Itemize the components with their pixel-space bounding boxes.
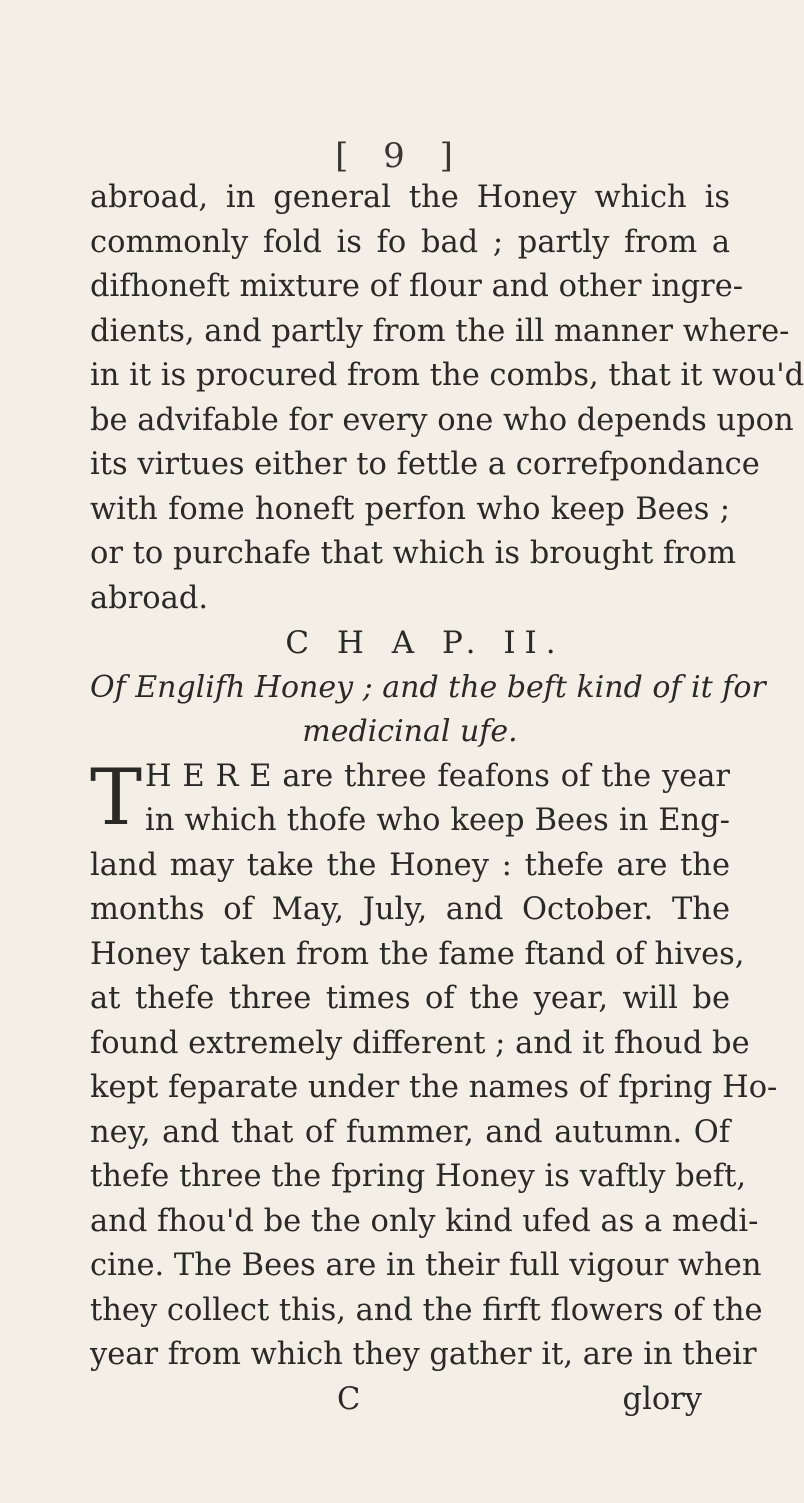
text-line: dients, and partly from the ill manner where- (90, 313, 790, 349)
text-line: months of May, July, and October. The (90, 892, 730, 927)
text-line: and fhou'd be the only kind ufed as a medi- (90, 1203, 759, 1239)
text-line: at thefe three times of the year, will be (90, 981, 730, 1016)
paragraph-2 (90, 752, 778, 1378)
drop-cap: T (90, 752, 143, 843)
page-footer (90, 1378, 730, 1423)
text-line: found extremely different ; and it fhoud be (90, 1025, 750, 1061)
chapter-subtitle: medicinal ufe. (302, 714, 518, 749)
page-number-header: [ 9 ] (335, 136, 465, 176)
text-line: H E R E are three feafons of the year (145, 758, 730, 794)
text-line: its virtues either to fettle a correfpondance (90, 447, 760, 482)
text-line: in it is procured from the combs, that it wou'd (90, 358, 804, 393)
text-line: ney, and that of fummer, and autumn. Of (90, 1114, 730, 1150)
text-line: with fome honeft perfon who keep Bees ; (90, 491, 730, 527)
text-line: be advifable for every one who depends upon (90, 402, 794, 438)
text-block (90, 176, 804, 1422)
signature-mark: C (337, 1381, 361, 1417)
catchword: glory (622, 1381, 702, 1417)
chapter-subtitle: Of Englifh Honey ; and the beft kind of it for (90, 669, 766, 705)
text-line: kept feparate under the names of fpring Ho- (90, 1070, 778, 1105)
text-line: in which thofe who keep Bees in Eng- (145, 803, 730, 838)
text-line: land may take the Honey : thefe are the (90, 847, 730, 883)
text-line: they collect this, and the firft flowers of the (90, 1292, 763, 1328)
text-line: Honey taken from the fame ftand of hives, (90, 936, 745, 972)
text-line: commonly fold is fo bad ; partly from a (90, 224, 730, 260)
text-line: abroad. (90, 580, 209, 616)
text-line: abroad, in general the Honey which is (90, 180, 730, 215)
text-line: cine. The Bees are in their full vigour when (90, 1248, 762, 1283)
text-line: thefe three the fpring Honey is vaftly beft, (90, 1159, 747, 1194)
text-line: difhoneft mixture of flour and other ingre- (90, 269, 744, 304)
chapter-heading: C H A P. II. (285, 625, 565, 661)
text-line: year from which they gather it, are in their (90, 1337, 757, 1372)
text-line: or to purchafe that which is brought from (90, 536, 737, 571)
